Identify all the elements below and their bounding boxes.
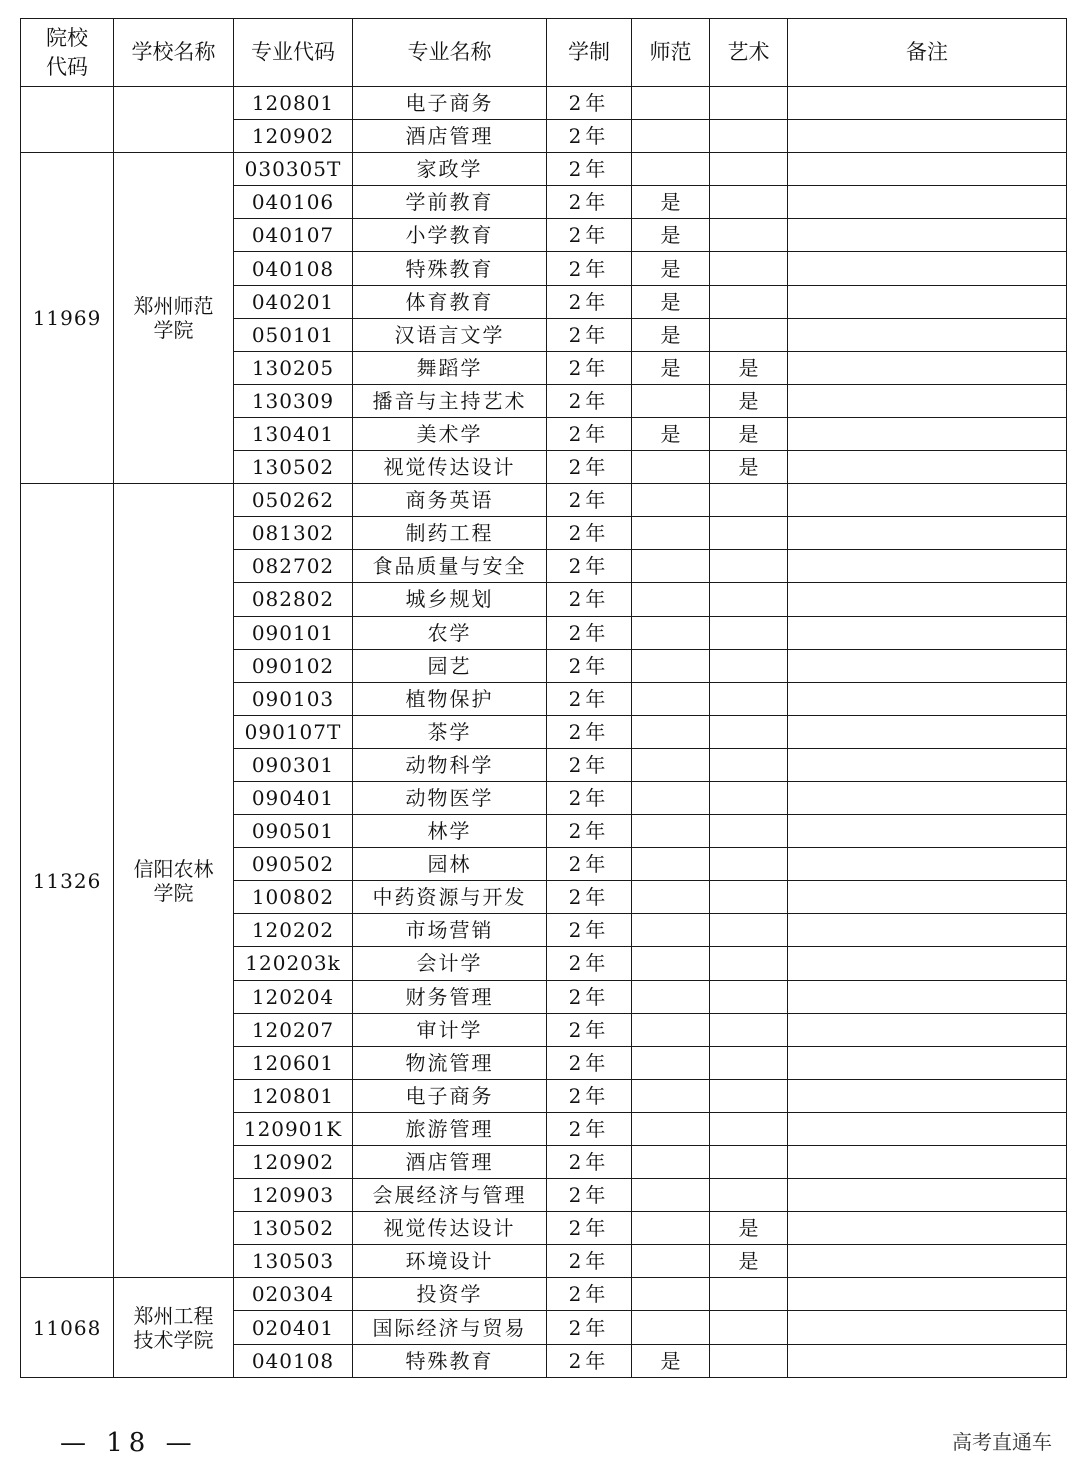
art-flag (710, 1344, 788, 1377)
table-row (21, 1278, 1067, 1311)
normal-flag: 是 (632, 285, 710, 318)
major-code: 090401 (234, 781, 353, 814)
normal-flag: 是 (632, 219, 710, 252)
normal-flag (632, 120, 710, 153)
duration: 2年 (547, 815, 632, 848)
major-code: 040108 (234, 252, 353, 285)
table-header (21, 19, 1067, 87)
remark-cell (788, 186, 1067, 219)
art-flag (710, 649, 788, 682)
normal-flag (632, 87, 710, 120)
header-major-name: 专业名称 (353, 19, 547, 87)
normal-flag: 是 (632, 417, 710, 450)
major-code: 090107T (234, 715, 353, 748)
art-flag: 是 (710, 1212, 788, 1245)
major-code: 120801 (234, 1079, 353, 1112)
art-flag (710, 186, 788, 219)
normal-flag (632, 1278, 710, 1311)
major-name: 电子商务 (353, 87, 547, 120)
duration: 2年 (547, 1311, 632, 1344)
duration: 2年 (547, 715, 632, 748)
art-flag (710, 1013, 788, 1046)
duration: 2年 (547, 451, 632, 484)
normal-flag (632, 848, 710, 881)
major-name: 酒店管理 (353, 120, 547, 153)
duration: 2年 (547, 1046, 632, 1079)
major-code: 081302 (234, 517, 353, 550)
remark-cell (788, 881, 1067, 914)
normal-flag (632, 1013, 710, 1046)
major-name: 美术学 (353, 417, 547, 450)
art-flag (710, 583, 788, 616)
major-name: 市场营销 (353, 914, 547, 947)
major-name: 林学 (353, 815, 547, 848)
normal-flag: 是 (632, 318, 710, 351)
school-name (114, 1278, 234, 1378)
remark-cell (788, 1344, 1067, 1377)
school-name-line: 郑州工程 (133, 1303, 214, 1328)
normal-flag (632, 153, 710, 186)
major-code: 040106 (234, 186, 353, 219)
major-code: 120903 (234, 1179, 353, 1212)
school-name (114, 153, 234, 484)
duration: 2年 (547, 318, 632, 351)
duration: 2年 (547, 583, 632, 616)
duration: 2年 (547, 417, 632, 450)
remark-cell (788, 1278, 1067, 1311)
major-code: 130502 (234, 451, 353, 484)
header-remark: 备注 (788, 19, 1067, 87)
art-flag (710, 120, 788, 153)
major-code: 090102 (234, 649, 353, 682)
duration: 2年 (547, 881, 632, 914)
header-major-code: 专业代码 (234, 19, 353, 87)
remark-cell (788, 351, 1067, 384)
duration: 2年 (547, 219, 632, 252)
major-name: 舞蹈学 (353, 351, 547, 384)
normal-flag (632, 1112, 710, 1145)
normal-flag (632, 384, 710, 417)
remark-cell (788, 484, 1067, 517)
major-code: 130503 (234, 1245, 353, 1278)
remark-cell (788, 649, 1067, 682)
major-name: 体育教育 (353, 285, 547, 318)
duration: 2年 (547, 1146, 632, 1179)
duration: 2年 (547, 550, 632, 583)
remark-cell (788, 980, 1067, 1013)
art-flag (710, 87, 788, 120)
major-name: 旅游管理 (353, 1112, 547, 1145)
major-code: 082802 (234, 583, 353, 616)
major-code: 090103 (234, 682, 353, 715)
normal-flag (632, 980, 710, 1013)
art-flag (710, 550, 788, 583)
major-code: 120801 (234, 87, 353, 120)
art-flag (710, 1146, 788, 1179)
major-name: 商务英语 (353, 484, 547, 517)
table-body (21, 87, 1067, 1378)
art-flag (710, 219, 788, 252)
remark-cell (788, 715, 1067, 748)
normal-flag (632, 1079, 710, 1112)
header-duration: 学制 (547, 19, 632, 87)
major-name: 视觉传达设计 (353, 451, 547, 484)
school-name (114, 87, 234, 153)
major-name: 汉语言文学 (353, 318, 547, 351)
duration: 2年 (547, 682, 632, 715)
major-name: 园林 (353, 848, 547, 881)
major-name: 动物科学 (353, 748, 547, 781)
art-flag: 是 (710, 451, 788, 484)
remark-cell (788, 120, 1067, 153)
school-name-line: 郑州师范 (133, 294, 214, 319)
art-flag (710, 1278, 788, 1311)
major-code: 090101 (234, 616, 353, 649)
art-flag: 是 (710, 384, 788, 417)
header-normal: 师范 (632, 19, 710, 87)
major-name: 植物保护 (353, 682, 547, 715)
major-code: 100802 (234, 881, 353, 914)
normal-flag (632, 649, 710, 682)
header-art: 艺术 (710, 19, 788, 87)
major-code: 050262 (234, 484, 353, 517)
major-code: 020401 (234, 1311, 353, 1344)
remark-cell (788, 1245, 1067, 1278)
remark-cell (788, 1212, 1067, 1245)
major-name: 中药资源与开发 (353, 881, 547, 914)
header-school-code: 院校 代码 (21, 19, 114, 87)
major-name: 食品质量与安全 (353, 550, 547, 583)
normal-flag (632, 616, 710, 649)
page-number: — 18 — (60, 1428, 198, 1458)
remark-cell (788, 1079, 1067, 1112)
art-flag (710, 848, 788, 881)
remark-cell (788, 87, 1067, 120)
remark-cell (788, 781, 1067, 814)
major-code: 090502 (234, 848, 353, 881)
duration: 2年 (547, 484, 632, 517)
normal-flag (632, 451, 710, 484)
art-flag: 是 (710, 417, 788, 450)
table-row (21, 484, 1067, 517)
school-code (21, 87, 114, 153)
art-flag (710, 1112, 788, 1145)
remark-cell (788, 848, 1067, 881)
remark-cell (788, 748, 1067, 781)
art-flag (710, 484, 788, 517)
remark-cell (788, 252, 1067, 285)
duration: 2年 (547, 285, 632, 318)
normal-flag (632, 682, 710, 715)
normal-flag (632, 715, 710, 748)
remark-cell (788, 285, 1067, 318)
major-name: 会计学 (353, 947, 547, 980)
major-name: 特殊教育 (353, 252, 547, 285)
major-code: 120601 (234, 1046, 353, 1079)
normal-flag (632, 881, 710, 914)
normal-flag (632, 1212, 710, 1245)
duration: 2年 (547, 351, 632, 384)
remark-cell (788, 1013, 1067, 1046)
major-code: 020304 (234, 1278, 353, 1311)
table-row (21, 87, 1067, 120)
major-name: 电子商务 (353, 1079, 547, 1112)
major-name: 物流管理 (353, 1046, 547, 1079)
art-flag (710, 881, 788, 914)
art-flag (710, 285, 788, 318)
art-flag (710, 1079, 788, 1112)
header-school-name: 学校名称 (114, 19, 234, 87)
duration: 2年 (547, 748, 632, 781)
art-flag (710, 748, 788, 781)
major-code: 120901K (234, 1112, 353, 1145)
normal-flag (632, 517, 710, 550)
art-flag (710, 517, 788, 550)
remark-cell (788, 914, 1067, 947)
duration: 2年 (547, 1278, 632, 1311)
duration: 2年 (547, 649, 632, 682)
remark-cell (788, 1179, 1067, 1212)
remark-cell (788, 451, 1067, 484)
duration: 2年 (547, 120, 632, 153)
art-flag (710, 1179, 788, 1212)
normal-flag: 是 (632, 1344, 710, 1377)
art-flag (710, 682, 788, 715)
major-code: 130401 (234, 417, 353, 450)
remark-cell (788, 583, 1067, 616)
major-code: 040107 (234, 219, 353, 252)
duration: 2年 (547, 848, 632, 881)
major-code: 120203k (234, 947, 353, 980)
watermark: 高考直通车 (952, 1430, 1052, 1454)
normal-flag (632, 583, 710, 616)
duration: 2年 (547, 1013, 632, 1046)
duration: 2年 (547, 1245, 632, 1278)
art-flag (710, 252, 788, 285)
duration: 2年 (547, 1079, 632, 1112)
major-code: 120902 (234, 1146, 353, 1179)
duration: 2年 (547, 517, 632, 550)
school-name-line: 技术学院 (133, 1327, 214, 1352)
remark-cell (788, 318, 1067, 351)
remark-cell (788, 947, 1067, 980)
major-code: 120202 (234, 914, 353, 947)
remark-cell (788, 815, 1067, 848)
major-name: 城乡规划 (353, 583, 547, 616)
duration: 2年 (547, 914, 632, 947)
table-row (21, 153, 1067, 186)
school-name-line: 学院 (153, 318, 194, 343)
school-name-line: 学院 (153, 880, 194, 905)
major-name: 园艺 (353, 649, 547, 682)
major-name: 审计学 (353, 1013, 547, 1046)
school-code: 11326 (21, 484, 114, 1278)
remark-cell (788, 550, 1067, 583)
major-code: 120207 (234, 1013, 353, 1046)
duration: 2年 (547, 1212, 632, 1245)
duration: 2年 (547, 1179, 632, 1212)
duration: 2年 (547, 1112, 632, 1145)
art-flag: 是 (710, 351, 788, 384)
art-flag (710, 318, 788, 351)
art-flag (710, 616, 788, 649)
school-code: 11068 (21, 1278, 114, 1378)
major-name: 环境设计 (353, 1245, 547, 1278)
major-code: 082702 (234, 550, 353, 583)
major-name: 学前教育 (353, 186, 547, 219)
duration: 2年 (547, 781, 632, 814)
remark-cell (788, 517, 1067, 550)
major-code: 050101 (234, 318, 353, 351)
normal-flag (632, 815, 710, 848)
art-flag (710, 1046, 788, 1079)
art-flag (710, 914, 788, 947)
normal-flag: 是 (632, 252, 710, 285)
remark-cell (788, 616, 1067, 649)
major-name: 特殊教育 (353, 1344, 547, 1377)
remark-cell (788, 153, 1067, 186)
duration: 2年 (547, 87, 632, 120)
duration: 2年 (547, 384, 632, 417)
normal-flag (632, 781, 710, 814)
art-flag (710, 715, 788, 748)
normal-flag: 是 (632, 351, 710, 384)
duration: 2年 (547, 616, 632, 649)
normal-flag (632, 1046, 710, 1079)
school-name (114, 484, 234, 1278)
normal-flag (632, 947, 710, 980)
art-flag (710, 781, 788, 814)
major-name: 酒店管理 (353, 1146, 547, 1179)
normal-flag (632, 748, 710, 781)
major-code: 090301 (234, 748, 353, 781)
art-flag (710, 815, 788, 848)
remark-cell (788, 1112, 1067, 1145)
major-name: 播音与主持艺术 (353, 384, 547, 417)
duration: 2年 (547, 153, 632, 186)
major-name: 财务管理 (353, 980, 547, 1013)
school-code: 11969 (21, 153, 114, 484)
major-code: 120204 (234, 980, 353, 1013)
remark-cell (788, 219, 1067, 252)
major-code: 090501 (234, 815, 353, 848)
remark-cell (788, 384, 1067, 417)
normal-flag (632, 1311, 710, 1344)
major-name: 制药工程 (353, 517, 547, 550)
major-name: 小学教育 (353, 219, 547, 252)
normal-flag (632, 1245, 710, 1278)
remark-cell (788, 682, 1067, 715)
major-name: 国际经济与贸易 (353, 1311, 547, 1344)
normal-flag (632, 484, 710, 517)
major-code: 040108 (234, 1344, 353, 1377)
duration: 2年 (547, 947, 632, 980)
remark-cell (788, 1311, 1067, 1344)
major-code: 120902 (234, 120, 353, 153)
major-code: 040201 (234, 285, 353, 318)
major-name: 茶学 (353, 715, 547, 748)
duration: 2年 (547, 980, 632, 1013)
art-flag (710, 947, 788, 980)
normal-flag (632, 550, 710, 583)
normal-flag (632, 1146, 710, 1179)
art-flag (710, 1311, 788, 1344)
major-code: 130502 (234, 1212, 353, 1245)
major-name: 视觉传达设计 (353, 1212, 547, 1245)
duration: 2年 (547, 1344, 632, 1377)
remark-cell (788, 1046, 1067, 1079)
major-code: 030305T (234, 153, 353, 186)
normal-flag (632, 1179, 710, 1212)
art-flag (710, 153, 788, 186)
duration: 2年 (547, 252, 632, 285)
art-flag: 是 (710, 1245, 788, 1278)
major-name: 投资学 (353, 1278, 547, 1311)
remark-cell (788, 417, 1067, 450)
major-code: 130205 (234, 351, 353, 384)
majors-table (20, 18, 1067, 1378)
major-name: 会展经济与管理 (353, 1179, 547, 1212)
major-name: 动物医学 (353, 781, 547, 814)
major-name: 农学 (353, 616, 547, 649)
remark-cell (788, 1146, 1067, 1179)
major-code: 130309 (234, 384, 353, 417)
normal-flag (632, 914, 710, 947)
normal-flag: 是 (632, 186, 710, 219)
duration: 2年 (547, 186, 632, 219)
major-name: 家政学 (353, 153, 547, 186)
art-flag (710, 980, 788, 1013)
school-name-line: 信阳农林 (133, 856, 214, 881)
